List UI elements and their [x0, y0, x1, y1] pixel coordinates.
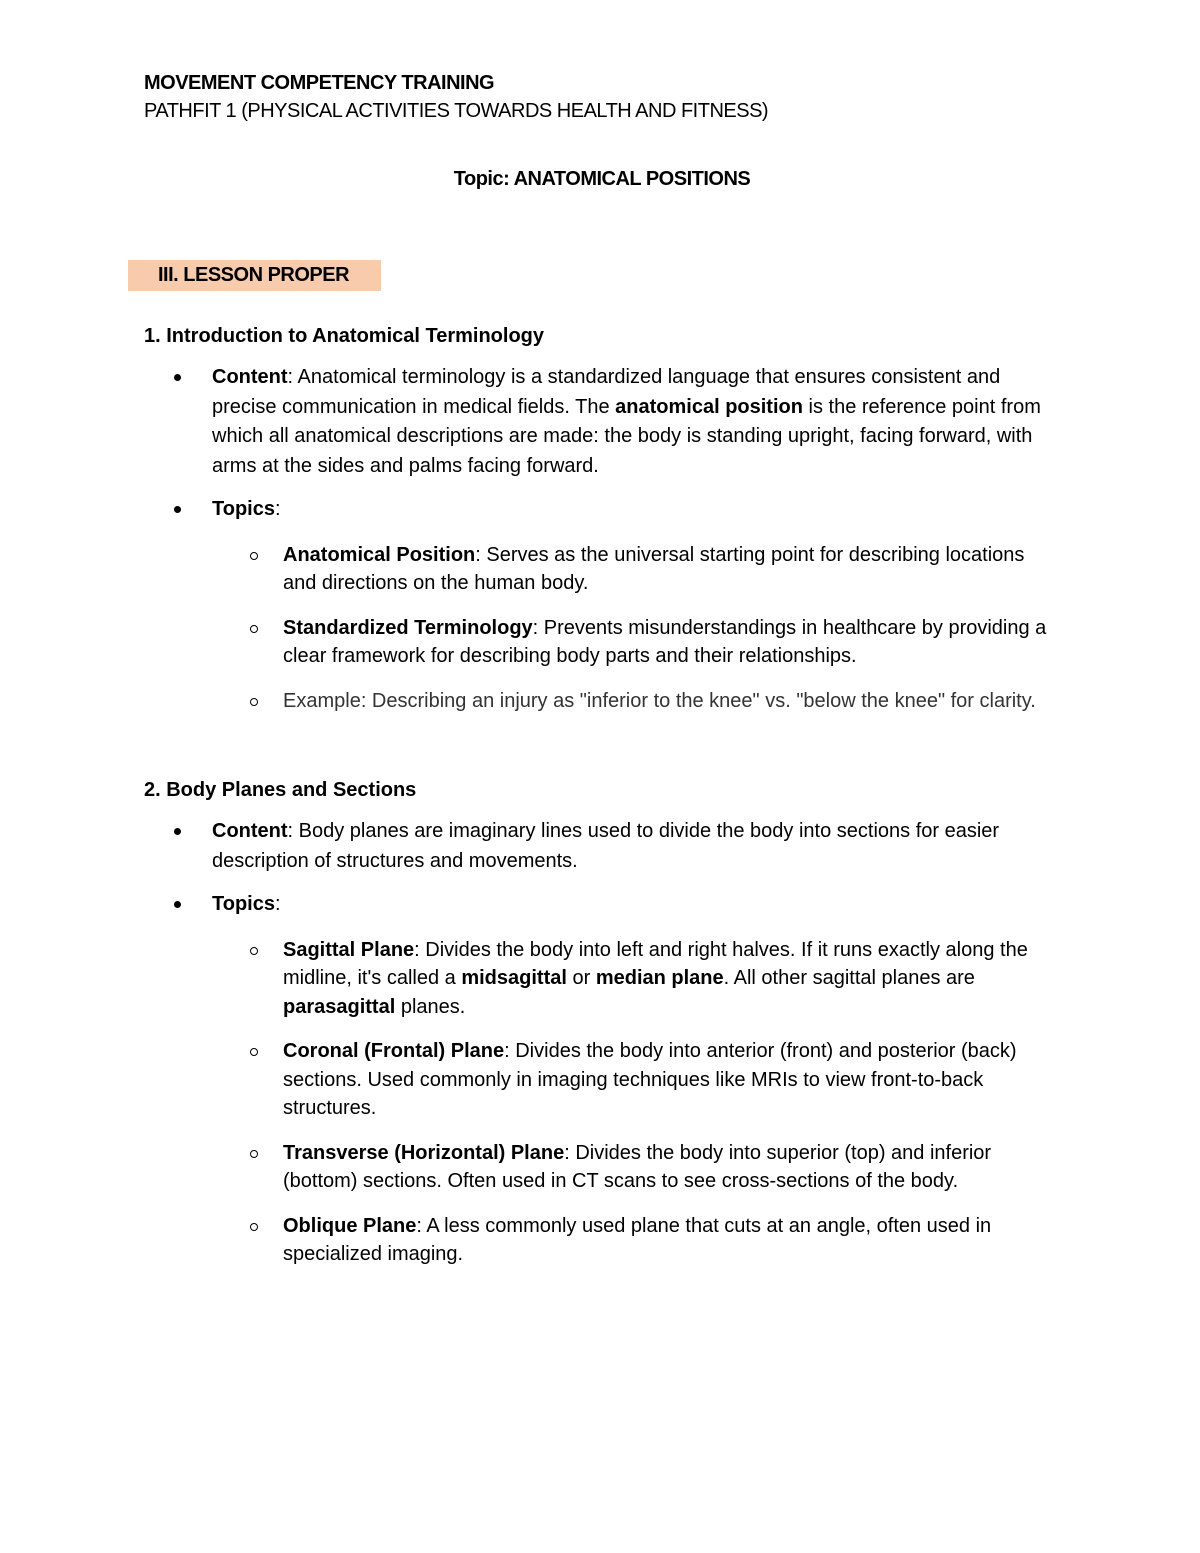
sub-item-anatomical-position — [144, 541, 1060, 598]
sub-item-text: or — [566, 967, 596, 989]
sub-item-label: Sagittal Plane — [283, 938, 415, 961]
content-text: : Anatomical terminology is a standardized language that ensures consistent and precise communication in medical fields. The — [212, 366, 1001, 418]
section-2-content-item — [144, 817, 1060, 876]
bold-term: midsagittal — [461, 967, 567, 989]
sub-item-text: : Divides the body into left and right halves. If it runs exactly along the midline, it's called a — [283, 938, 1028, 989]
topics-label: Topics — [212, 893, 275, 915]
sub-item-example — [144, 687, 1060, 716]
content-label: Content — [212, 366, 288, 388]
bullet-icon — [174, 828, 181, 835]
bold-term: parasagittal — [283, 995, 396, 1018]
sub-item-text: : Divides the body into anterior (front) and posterior (back) sections. Used commonly in imaging techniques like MRIs to view front-to-back structures. — [283, 1040, 1017, 1119]
section-2-topics-sublist — [144, 936, 1060, 1269]
circle-bullet-icon — [250, 1048, 258, 1056]
sub-item-sagittal-plane — [144, 936, 1060, 1022]
sub-item-text: . All other sagittal planes are — [723, 967, 975, 989]
content-label: Content — [212, 820, 288, 842]
circle-bullet-icon — [250, 552, 258, 560]
sub-item-transverse-plane — [144, 1139, 1060, 1196]
sub-item-label: Standardized Terminology — [283, 616, 533, 639]
sub-item-oblique-plane — [144, 1212, 1060, 1269]
bullet-icon — [174, 901, 181, 908]
bold-term: median plane — [595, 967, 724, 989]
section-1-list — [144, 363, 1060, 715]
content-text: is the reference point from which all anatomical descriptions are made: the body is standing upright, facing forward, with arms at the sides and palms facing forward. — [212, 395, 1041, 477]
sub-item-text: : Divides the body into superior (top) and inferior (bottom) sections. Often used in CT scans to see cross-sections of the body. — [283, 1141, 992, 1192]
sub-item-text: planes. — [395, 995, 466, 1018]
content-text: : Body planes are imaginary lines used to divide the body into sections for easier description of structures and movements. — [212, 820, 1000, 872]
sub-item-text: Example: Describing an injury as "inferior to the knee" vs. "below the knee" for clarity. — [283, 689, 1036, 712]
sub-item-text: : Prevents misunderstandings in healthcare by providing a clear framework for describing body parts and their relationships. — [283, 616, 1047, 667]
sub-item-text: : A less commonly used plane that cuts at an angle, often used in specialized imaging. — [283, 1214, 992, 1265]
circle-bullet-icon — [250, 698, 258, 706]
bullet-icon — [174, 506, 181, 513]
section-2-list — [144, 817, 1060, 1269]
topics-colon: : — [274, 498, 281, 520]
topic-title: Topic: ANATOMICAL POSITIONS — [453, 168, 751, 190]
topics-label: Topics — [212, 498, 275, 520]
content-bold-term: anatomical position — [615, 395, 803, 418]
sub-item-label: Coronal (Frontal) Plane — [283, 1040, 505, 1062]
sub-item-coronal-plane — [144, 1037, 1060, 1123]
sub-item-text: : Serves as the universal starting point for describing locations and directions on the human body. — [283, 543, 1025, 594]
bullet-icon — [174, 374, 181, 381]
sub-item-label: Transverse (Horizontal) Plane — [283, 1141, 565, 1164]
circle-bullet-icon — [250, 1150, 258, 1158]
course-title: MOVEMENT COMPETENCY TRAINING — [144, 72, 495, 94]
sub-item-label: Oblique Plane — [283, 1214, 417, 1237]
section-2-heading: 2. Body Planes and Sections — [144, 779, 417, 801]
circle-bullet-icon — [250, 947, 258, 955]
sub-item-label: Anatomical Position — [283, 543, 476, 566]
course-subtitle: PATHFIT 1 (PHYSICAL ACTIVITIES TOWARDS HEALTH AND FITNESS) — [144, 100, 769, 122]
section-1-topics-item — [144, 495, 1060, 715]
section-2-topics-item — [144, 890, 1060, 1269]
sub-item-standardized-terminology — [144, 614, 1060, 671]
section-1-content-item — [144, 363, 1060, 481]
section-1-topics-sublist — [144, 541, 1060, 716]
circle-bullet-icon — [250, 1223, 258, 1231]
topics-colon: : — [274, 893, 281, 915]
circle-bullet-icon — [250, 625, 258, 633]
lesson-proper-banner: III. LESSON PROPER — [128, 260, 381, 291]
section-1-heading: 1. Introduction to Anatomical Terminology — [144, 325, 545, 347]
